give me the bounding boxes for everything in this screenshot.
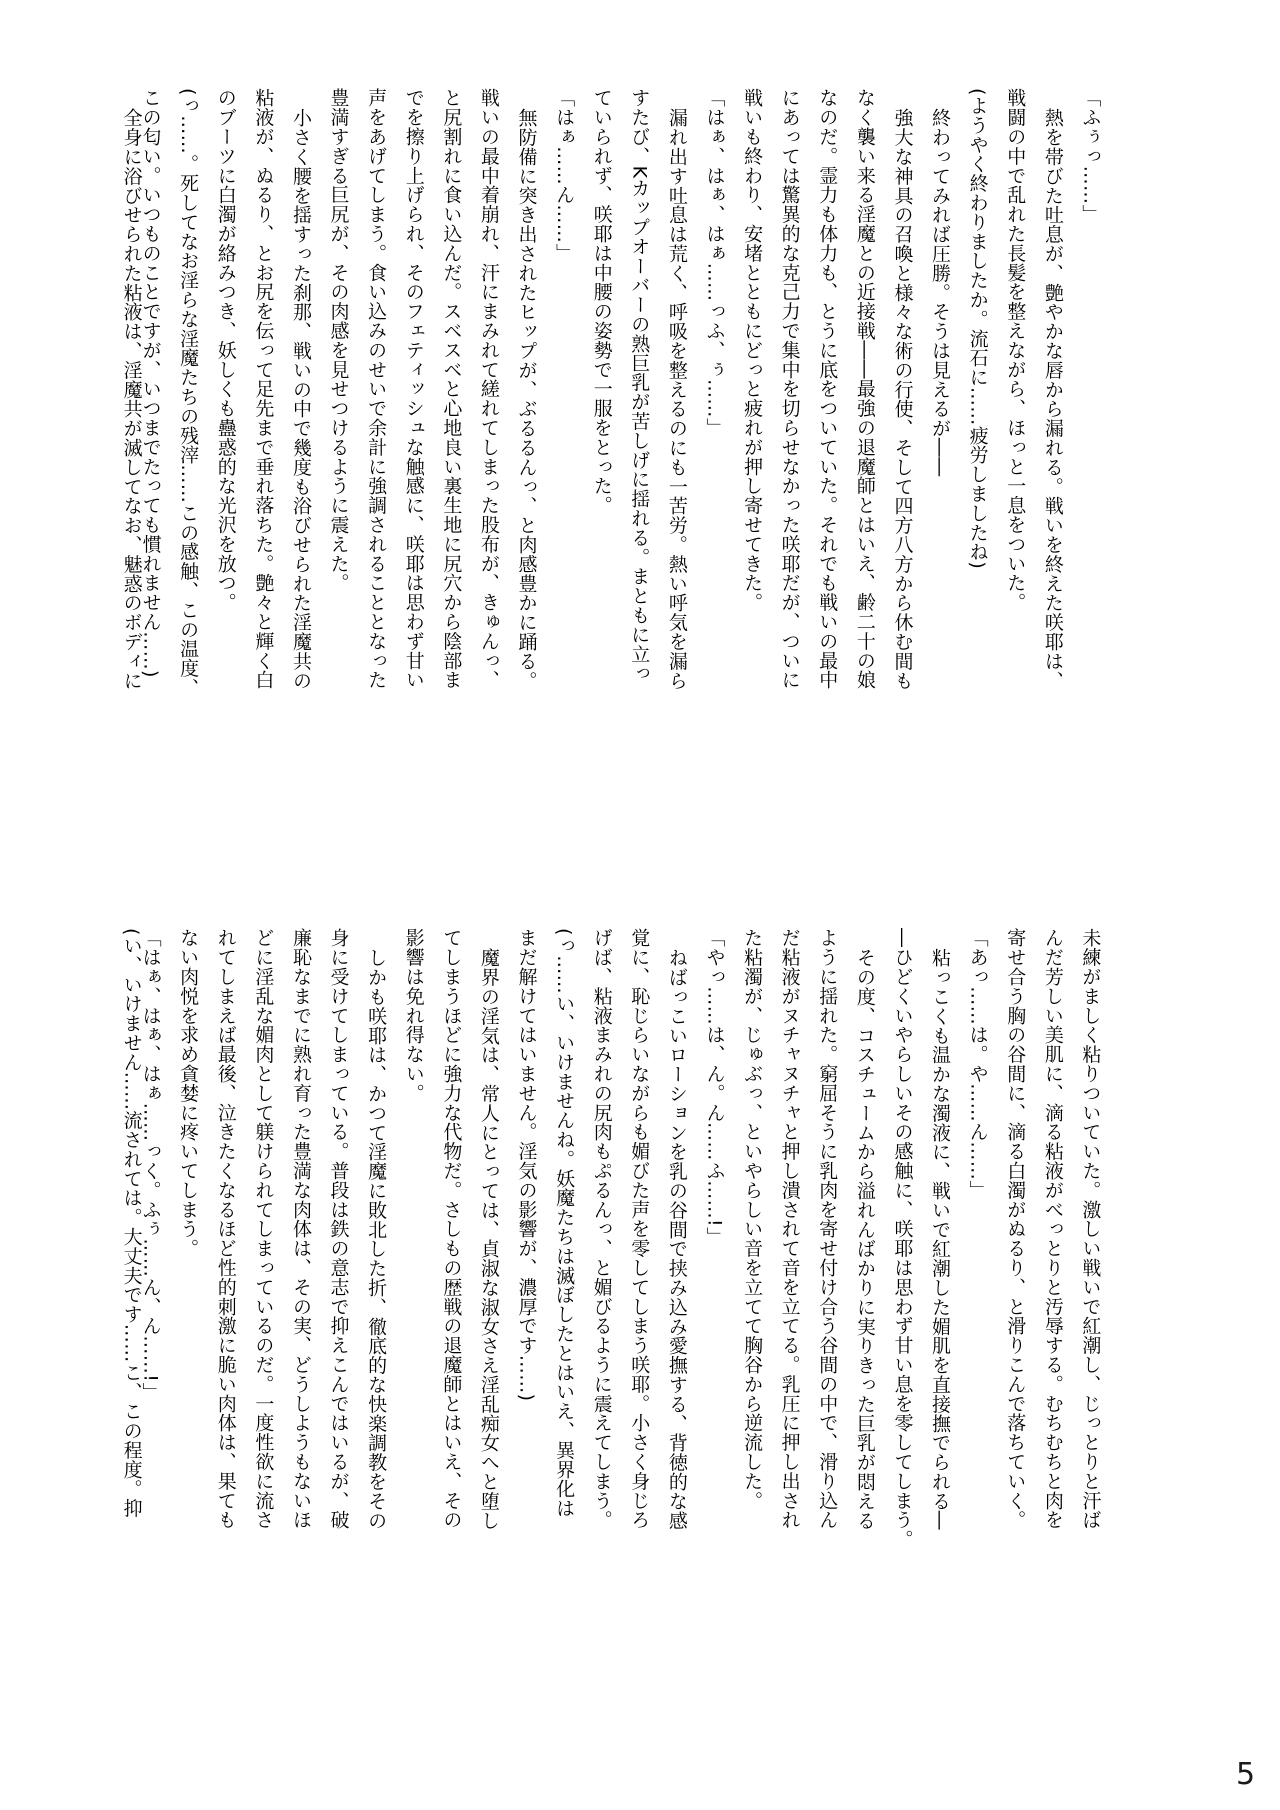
text-column: 漏れ出す吐息は荒く、呼吸を整えるのにも一苦労。熱い呼気を漏ら	[665, 107, 688, 690]
text-column: れてしまえば最後、泣きたくなるほど性的刺激に脆い肉体は、果ても	[214, 928, 237, 1530]
text-column: 廉恥なまでに熟れ育った豊満な肉体は、その実、どうしようもないほ	[289, 928, 312, 1530]
text-column: 粘っこくも温かな濁液に、戦いで紅潮した媚肌を直接撫でられる―	[929, 947, 952, 1530]
text-column: 「はぁ……ん……」	[553, 88, 576, 263]
text-column: なく襲い来る淫魔との近接戦――最強の退魔師とはいえ、齢二十の娘	[853, 88, 876, 690]
text-column: ように揺れた。窮屈そうに乳肉を寄せ付け合う谷間の中で、滑り込ん	[816, 928, 839, 1530]
text-column: 「はぁ、はぁ、はぁ……っふ、ぅ……」	[703, 88, 726, 438]
text-column: 覚に、恥じらいながらも媚びた声を零してしまう咲耶。小さく身じろ	[628, 928, 651, 1530]
text-column: 身に受けてしまっている。普段は鉄の意志で抑えこんではいるが、破	[327, 928, 350, 1530]
text-column: てしまうほどに強力な代物だ。さしもの歴戦の退魔師とはいえ、その	[440, 928, 463, 1530]
text-column: 豊満すぎる巨尻が、その肉感を見せつけるように震えた。	[327, 88, 350, 593]
text-column: でを擦り上げられ、そのフェティッシュな触感に、咲耶は思わず甘い	[402, 88, 425, 690]
text-column: ねばっこいローションを乳の谷間で挟み込み愛撫する、背徳的な感	[665, 947, 688, 1530]
text-column: (っ……。死してなお淫らな淫魔たちの残滓……この感触、この温度、	[177, 88, 200, 698]
text-column: た粘濁が、じゅぶっ、といやらしい音を立てて胸谷から逆流した。	[741, 928, 764, 1510]
bottom-text-block	[120, 928, 1118, 1549]
text-column: なのだ。霊力も体力も、とうに底をついていた。それでも戦いの最中	[816, 88, 839, 690]
text-column: 「やっ……は、ん。ん……ふ……!」	[703, 928, 726, 1247]
text-column: 全身に浴びせられた粘液は、淫魔共が滅してなお、魅惑のボディに	[120, 107, 143, 690]
text-column: 強大な神具の召喚と様々な術の行使、そして四方八方から休む間も	[891, 107, 914, 690]
text-column: 戦闘の中で乱れた長髪を整えながら、ほっと一息をついた。	[1004, 88, 1027, 612]
text-column: 未練がましく粘りついていた。激しい戦いで紅潮し、じっとりと汗ば	[1079, 928, 1102, 1530]
text-column: ない肉悦を求め貪婪に疼いてしまう。	[177, 928, 200, 1258]
text-column: その度、コスチュームから溢れんばかりに実りきった巨乳が悶える	[853, 947, 876, 1530]
text-column: (っ……い、いけませんね。妖魔たちは滅ぼしたとはいえ、異界化は	[553, 928, 576, 1518]
text-column: 魔界の淫気は、常人にとっては、貞淑な淑女さえ淫乱痴女へと堕し	[477, 947, 500, 1530]
text-column: のブーツに白濁が絡みつき、妖しくも蠱惑的な光沢を放つ。	[214, 88, 237, 612]
text-column: (い、いけません……流されては。大丈夫です……こ、この程度。抑	[120, 928, 143, 1518]
text-column: 戦いの最中着崩れ、汗にまみれて縒れてしまった股布が、きゅんっ、	[477, 88, 500, 690]
text-column: 声をあげてしまう。食い込みのせいで余計に強調されることとなった	[365, 88, 388, 690]
text-column: 戦いも終わり、安堵とともにどっと疲れが押し寄せてきた。	[741, 88, 764, 612]
text-column: と尻割れに食い込んだ。スベスベと心地良い裏生地に尻穴から陰部ま	[440, 88, 463, 690]
text-column: どに淫乱な媚肉として躾けられてしまっているのだ。一度性欲に流さ	[252, 928, 275, 1530]
text-column: 寄せ合う胸の谷間に、滴る白濁がぬるり、と滑りこんで落ちていく。	[1004, 928, 1027, 1530]
text-column: だ粘液がヌチャヌチャと押し潰されて音を立てる。乳圧に押し出され	[778, 928, 801, 1530]
text-column: すたび、Kカップオーバーの熟巨乳が苦しげに揺れる。まともに立っ	[628, 88, 651, 683]
text-column: (ようやく終わりましたか。流石に……疲労しましたね)	[966, 88, 989, 570]
text-column: 影響は免れ得ない。	[402, 928, 425, 1103]
text-column: 「ふぅっ……」	[1079, 88, 1102, 224]
text-column: この匂い。いつものことですが、いつまでたっても慣れません……)	[139, 88, 162, 678]
text-column: にあっては驚異的な克己力で集中を切らせなかった咲耶だが、ついに	[778, 88, 801, 690]
text-column: 「はぁ、はぁ、はぁ……っく。ふぅ……ん、ん……!」	[139, 928, 162, 1402]
text-column: ていられず、咲耶は中腰の姿勢で一服をとった。	[590, 88, 613, 515]
page-number: 5	[1236, 1757, 1256, 1792]
text-column: 終わってみれば圧勝。そうは見えるが――	[929, 107, 952, 477]
text-column: んだ芳しい美肌に、滴る粘液がべっとりと汚辱する。むちむちと肉を	[1041, 928, 1064, 1530]
text-column: しかも咲耶は、かつて淫魔に敗北した折、徹底的な快楽調教をその	[365, 947, 388, 1530]
text-column: 熱を帯びた吐息が、艶やかな唇から漏れる。戦いを終えた咲耶は、	[1041, 107, 1064, 690]
text-column: 無防備に突き出されたヒップが、ぶるるんっ、と肉感豊かに踊る。	[515, 107, 538, 690]
top-text-block	[122, 88, 1118, 720]
text-column: 小さく腰を揺すった刹那、戦いの中で幾度も浴びせられた淫魔共の	[289, 107, 312, 690]
text-column: げば、粘液まみれの尻肉もぷるんっ、と媚びるように震えてしまう。	[590, 928, 613, 1530]
text-column: 「あっ……は。や……ん……」	[966, 928, 989, 1200]
text-column: ―ひどくいやらしいその感触に、咲耶は思わず甘い息を零してしまう。	[891, 928, 914, 1549]
text-column: 粘液が、ぬるり、とお尻を伝って足先まで垂れ落ちた。艶々と輝く白	[252, 88, 275, 690]
text-column: まだ解けてはいません。淫気の影響が、濃厚です……)	[515, 928, 538, 1402]
